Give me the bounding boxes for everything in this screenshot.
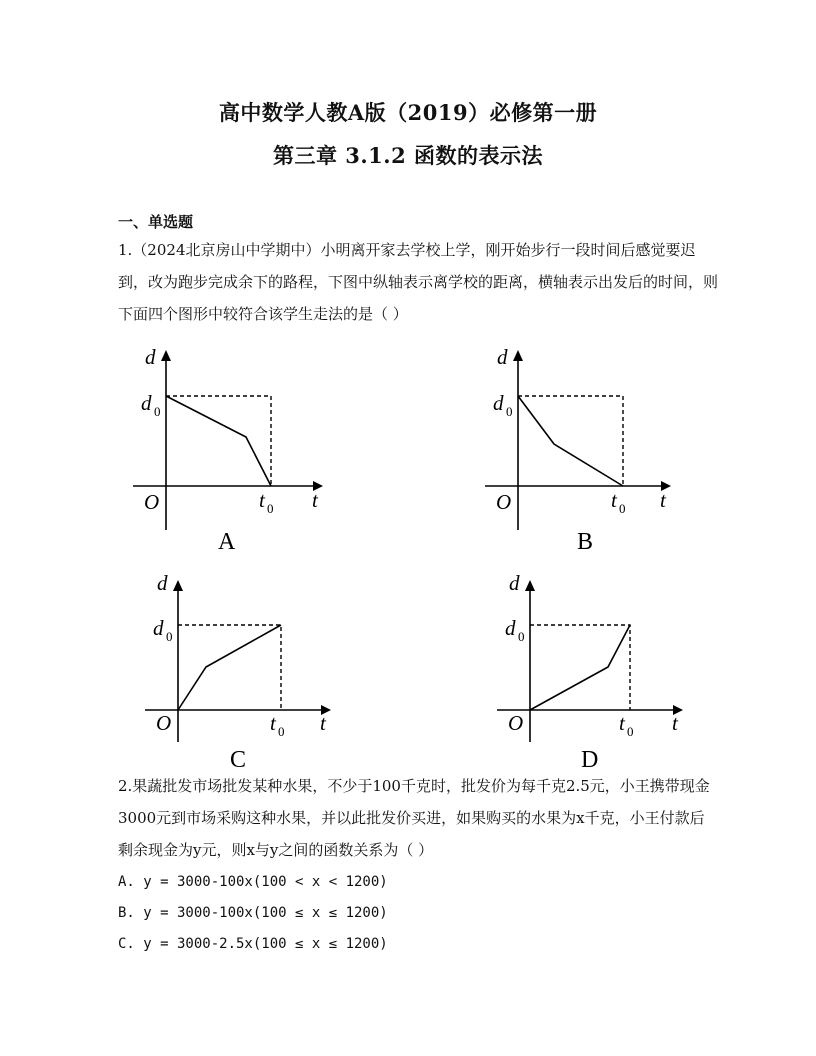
- graph-d: [492, 570, 702, 775]
- reference-dashes: [178, 625, 281, 710]
- graph-caption: B: [577, 529, 594, 555]
- reference-dashes: [166, 396, 271, 486]
- y-axis-label: d: [497, 345, 508, 369]
- t0-subscript: 0: [619, 501, 626, 516]
- graph-line: [166, 396, 271, 486]
- origin-label: O: [156, 711, 172, 735]
- x-axis-label: t: [660, 488, 666, 512]
- graph-line: [530, 625, 630, 710]
- t0-label: t: [619, 711, 625, 735]
- d0-label: d: [141, 391, 152, 415]
- t0-subscript: 0: [627, 724, 634, 739]
- t0-label: t: [259, 488, 265, 512]
- graph-line: [518, 396, 623, 486]
- graph-c: [140, 570, 350, 775]
- y-axis-label: d: [157, 571, 168, 595]
- graph-line: [178, 625, 281, 710]
- x-axis-label: t: [312, 488, 318, 512]
- graph-caption: D: [581, 747, 599, 773]
- option-c: C. y = 3000-2.5x(100 ≤ x ≤ 1200): [118, 936, 388, 952]
- x-axis-label: t: [320, 711, 326, 735]
- d0-label: d: [493, 391, 504, 415]
- y-axis-arrow: [513, 350, 523, 361]
- origin-label: O: [144, 490, 160, 514]
- reference-dashes: [530, 625, 630, 710]
- d0-label: d: [153, 616, 164, 640]
- option-b: B. y = 3000-100x(100 ≤ x ≤ 1200): [118, 905, 388, 921]
- graph-b: [480, 340, 690, 555]
- d0-label: d: [505, 616, 516, 640]
- question-1-text: 1.（2024北京房山中学期中）小明离开家去学校上学，刚开始步行一段时间后感觉要迟到，改为跑步完成余下的路程，下图中纵轴表示离学校的距离，横轴表示出发后的时间，则下面四个图形中较符合该学生走法的是（ ）: [118, 241, 719, 323]
- origin-label: O: [508, 711, 524, 735]
- y-axis-arrow: [525, 580, 535, 591]
- origin-label: O: [496, 490, 512, 514]
- document-title: 高中数学人教A版（2019）必修第一册: [218, 100, 598, 125]
- x-axis-label: t: [672, 711, 678, 735]
- y-axis-arrow: [173, 580, 183, 591]
- d0-subscript: 0: [166, 629, 173, 644]
- graph-caption: A: [218, 529, 236, 555]
- d0-subscript: 0: [154, 404, 161, 419]
- document-subtitle: 第三章 3.1.2 函数的表示法: [272, 143, 544, 168]
- d0-subscript: 0: [506, 404, 513, 419]
- option-a: A. y = 3000-100x(100 < x < 1200): [118, 874, 388, 890]
- graph-a: [128, 340, 338, 555]
- t0-label: t: [270, 711, 276, 735]
- t0-subscript: 0: [278, 724, 285, 739]
- graph-caption: C: [230, 747, 247, 773]
- d0-subscript: 0: [518, 629, 525, 644]
- y-axis-label: d: [509, 571, 520, 595]
- question-2-text: 2.果蔬批发市场批发某种水果，不少于100千克时，批发价为每千克2.5元，小王携带现金3000元到市场采购这种水果，并以此批发价买进，如果购买的水果为x千克，小王付款后剩余现金为y元，则x与y之间的函数关系为（ ）: [118, 777, 710, 859]
- y-axis-arrow: [161, 350, 171, 361]
- section-heading: 一、单选题: [118, 213, 194, 231]
- t0-subscript: 0: [267, 501, 274, 516]
- reference-dashes: [518, 396, 623, 486]
- t0-label: t: [611, 488, 617, 512]
- y-axis-label: d: [145, 345, 156, 369]
